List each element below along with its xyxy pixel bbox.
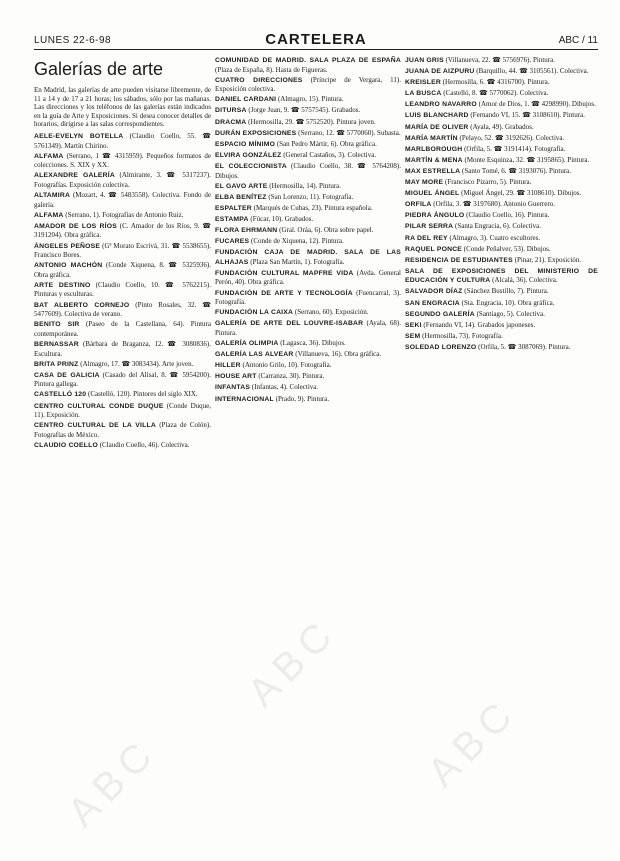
gallery-details: (C. Amador de los Ríos, 9. ☎ 3191204). Obra gráfica. — [34, 221, 211, 240]
gallery-entry — [405, 189, 598, 199]
gallery-details: (Claudio Coello, 38. ☎ 5764208). Dibujos. — [215, 161, 401, 180]
gallery-entry — [34, 340, 211, 358]
gallery-details: (Plaza de España, 8). Hasta de Figueras. — [215, 65, 328, 74]
gallery-name: GALERÍA LAS ALVEAR — [215, 351, 294, 359]
gallery-details: (Serrano, 12. ☎ 5770060). Subasta. — [298, 128, 401, 137]
gallery-name: RESIDENCIA DE ESTUDIANTES — [405, 256, 513, 264]
gallery-entry — [405, 56, 598, 66]
gallery-entry — [215, 289, 401, 307]
gallery-entry — [405, 267, 598, 286]
gallery-details: (Sta. Engracia, 10). Obra gráfica. — [461, 298, 555, 307]
gallery-name: ESPACIO MÍNIMO — [215, 140, 276, 148]
gallery-details: (Hermosilla, 6. ☎ 4316700). Pintura. — [442, 78, 550, 87]
gallery-details: (Bárbara de Braganza, 12. ☎ 3080836). Escultura. — [34, 339, 211, 358]
gallery-entry — [405, 178, 598, 188]
gallery-name: ELBA BENÍTEZ — [215, 193, 267, 201]
gallery-details: (Alcalá, 36). Colectiva. — [492, 276, 558, 285]
publication-page: ABC / 11 — [558, 35, 598, 46]
gallery-name: MARLBOROUGH — [405, 145, 463, 153]
issue-date: LUNES 22-6-98 — [34, 35, 112, 46]
gallery-details: (Villanueva, 22. ☎ 5756976). Pintura. — [445, 56, 555, 64]
gallery-details: (Serrano, 1). Fotografías de Antonio Ruiz. — [65, 210, 184, 219]
gallery-name: SEKI — [405, 321, 422, 329]
gallery-list — [405, 56, 598, 353]
gallery-details: (Plaza de Colón). Fotografías de México. — [34, 421, 211, 439]
gallery-name: SAN ENGRACIA — [405, 299, 460, 307]
gallery-entry — [405, 234, 598, 244]
gallery-entry — [215, 308, 401, 318]
gallery-name: ALFAMA — [34, 211, 64, 219]
gallery-details: (Príncipe de Vergara, 11). Exposición colectiva. — [215, 75, 401, 94]
gallery-details: (San Pedro Mártir, 6). Obra gráfica. — [276, 139, 377, 148]
gallery-details: (Santiago, 5). Colectiva. — [476, 309, 545, 318]
gallery-name: BERNASSAR — [34, 340, 79, 348]
gallery-entry — [215, 182, 401, 192]
gallery-details: (Plaza San Martín, 1). Fotografía. — [250, 257, 345, 266]
gallery-entry — [34, 211, 211, 221]
gallery-details: (Lagasca, 36). Dibujos. — [280, 339, 346, 348]
gallery-name: DITURSA — [215, 107, 247, 115]
gallery-entry — [34, 402, 211, 420]
gallery-details: (Mozart, 4. ☎ 5483558). Colectiva. Fondo de galería. — [34, 191, 211, 209]
gallery-entry — [34, 421, 211, 439]
gallery-details: (Almirante, 3. ☎ 5317237). Fotografías. Exposición colectiva. — [34, 171, 211, 189]
gallery-name: CASTELLÓ 120 — [34, 391, 87, 399]
gallery-details: (Orfila, 5. ☎ 3087069). Pintura. — [478, 342, 571, 351]
gallery-details: (Conde Peñalver, 53). Dibujos. — [463, 244, 551, 253]
gallery-details: (Almagro, 15). Pintura. — [277, 95, 344, 104]
gallery-name: AELE-EVELYN BOTELLA — [34, 132, 124, 140]
gallery-details: (Sánchez Bustillo, 7). Pintura. — [464, 287, 549, 296]
gallery-list — [34, 132, 211, 451]
column-2 — [215, 56, 401, 846]
gallery-entry — [405, 123, 598, 133]
gallery-list — [215, 56, 401, 404]
gallery-entry — [215, 372, 401, 382]
gallery-name: KREISLER — [405, 79, 441, 87]
page-title: Galerías de arte — [34, 59, 164, 79]
gallery-entry — [215, 269, 401, 287]
gallery-name: SALA DE EXPOSICIONES DEL MINISTERIO DE EDUCACIÓN Y CULTURA — [405, 267, 598, 285]
gallery-name: CENTRO CULTURAL CONDE DUQUE — [34, 402, 164, 410]
gallery-name: COMUNIDAD DE MADRID. SALA PLAZA DE ESPAÑA — [215, 57, 401, 64]
gallery-details: (Pelayo, 52. ☎ 3192626). Colectiva. — [459, 133, 565, 142]
gallery-name: CENTRO CULTURAL DE LA VILLA — [34, 422, 156, 430]
gallery-details: (Claudio Coello, 55. ☎ 5761349). Martín Chirino. — [34, 131, 211, 150]
gallery-name: INFANTAS — [215, 384, 251, 392]
gallery-details: (Claudio Coello, 10. ☎ 5762215). Pinturas y esculturas. — [34, 280, 211, 299]
gallery-name: LUIS BLANCHARD — [405, 112, 469, 120]
gallery-details: (Conde Duque, 11). Exposición. — [34, 401, 211, 420]
gallery-entry — [405, 343, 598, 353]
gallery-name: MARÍA DE OLIVER — [405, 123, 469, 131]
gallery-entry — [215, 193, 401, 203]
gallery-entry — [34, 242, 211, 260]
gallery-entry — [405, 332, 598, 342]
gallery-entry — [34, 301, 211, 319]
gallery-entry — [34, 261, 211, 279]
gallery-name: HOUSE ART — [215, 373, 257, 381]
gallery-details: (Marqués de Cubas, 23). Pintura española. — [253, 203, 373, 212]
gallery-name: DRACMA — [215, 118, 247, 126]
gallery-entry — [215, 248, 401, 267]
gallery-details: (Claudio Coello, 46). Colectiva. — [99, 440, 190, 449]
gallery-entry — [34, 441, 211, 451]
gallery-details: (Paseo de la Castellana, 64). Pintura contemporánea. — [34, 320, 211, 338]
gallery-entry — [215, 361, 401, 371]
gallery-name: SEM — [405, 332, 421, 340]
gallery-entry — [215, 215, 401, 225]
gallery-details: (Conde Xiquena, 8. ☎ 5325936). Obra gráfica. — [34, 261, 211, 279]
gallery-entry — [405, 89, 598, 99]
gallery-entry — [405, 156, 598, 166]
gallery-details: (Jorge Juan, 9. ☎ 5757545). Grabados. — [248, 106, 361, 115]
gallery-entry — [215, 237, 401, 247]
gallery-name: ÁNGELES PEÑOSE — [34, 242, 101, 250]
column-1 — [34, 56, 211, 846]
gallery-entry — [405, 299, 598, 309]
gallery-name: FUNDACIÓN LA CAIXA — [215, 309, 294, 317]
gallery-entry — [405, 222, 598, 232]
column-3 — [405, 56, 598, 846]
gallery-entry — [405, 67, 598, 77]
gallery-entry — [405, 111, 598, 121]
gallery-name: BENITO SIR — [34, 321, 80, 329]
gallery-entry — [405, 287, 598, 297]
gallery-details: (Casado del Alisal, 8. ☎ 5954200). Pintura gallega. — [34, 370, 211, 389]
gallery-details: (Santo Tomé, 6. ☎ 3193076). Pintura. — [462, 166, 572, 175]
gallery-name: ELVIRA GONZÁLEZ — [215, 151, 282, 159]
gallery-details: (Gral. Oráa, 6). Obra sobre papel. — [279, 226, 374, 234]
gallery-name: ORFILA — [405, 201, 432, 209]
gallery-entry — [215, 162, 401, 180]
gallery-entry — [405, 200, 598, 210]
watermark: ABC — [239, 609, 346, 716]
gallery-entry — [405, 134, 598, 144]
gallery-name: HILLER — [215, 362, 241, 370]
gallery-entry — [215, 383, 401, 393]
gallery-name: BAT ALBERTO CORNEJO — [34, 301, 130, 309]
gallery-name: FUNDACIÓN CULTURAL MAPFRE VIDA — [215, 269, 354, 277]
gallery-entry — [215, 319, 401, 337]
gallery-details: (Pinar, 21). Exposición. — [514, 255, 582, 264]
gallery-entry — [405, 145, 598, 155]
gallery-name: JUANA DE AIZPURU — [405, 68, 475, 76]
gallery-details: (Orfila, 5. ☎ 3191414). Fotografía. — [464, 144, 566, 153]
page-header — [34, 30, 598, 50]
gallery-details: (Hermosilla, 14). Pintura. — [269, 181, 342, 190]
gallery-details: (Avda. General Perón, 40). Obra gráfica. — [215, 268, 401, 287]
gallery-name: CASA DE GALICIA — [34, 371, 100, 379]
gallery-details: (Miguel Ángel, 29. ☎ 3108610). Dibujos. — [461, 189, 582, 198]
gallery-name: JUAN GRIS — [405, 57, 444, 64]
gallery-details: (Prado, 9). Pintura. — [275, 394, 330, 403]
gallery-details: (Fuencarral, 3). Fotografía. — [215, 288, 401, 307]
gallery-name: MIGUEL ÁNGEL — [405, 190, 460, 198]
gallery-entry — [405, 310, 598, 320]
gallery-details: (Castelló, 120). Pintores del siglo XIX. — [88, 390, 198, 399]
gallery-details: (Fernando VI, 14). Grabados japoneses. — [423, 320, 536, 329]
gallery-entry — [34, 171, 211, 189]
gallery-name: LA BUSCA — [405, 90, 442, 98]
gallery-details: (Fúcar, 10). Grabados. — [250, 214, 314, 223]
gallery-details: (Serrano, 60). Exposición. — [294, 308, 369, 317]
gallery-name: FLORA EHRMANN — [215, 227, 278, 234]
gallery-details: (Ayala, 49). Grabados. — [470, 122, 534, 131]
gallery-details: (Gª Morato Escrivá, 31. ☎ 5538655). Francisco Bores. — [34, 241, 211, 260]
gallery-details: (San Lorenzo, 11). Fotografía. — [268, 192, 354, 201]
gallery-name: ALEXANDRE GALERÍA — [34, 172, 115, 180]
gallery-details: (Almagro, 3). Cuatro escultores. — [449, 233, 541, 242]
gallery-name: FUNDACIÓN CAJA DE MADRID. SALA DE LAS ALHAJAS — [215, 249, 401, 266]
gallery-name: EL GAVO ARTE — [215, 182, 268, 190]
gallery-entry — [215, 226, 401, 236]
gallery-entry — [215, 56, 401, 74]
watermark: ABC — [419, 689, 526, 796]
gallery-details: (Santa Engracia, 6). Colectiva. — [455, 222, 541, 231]
section-title: CARTELERA — [265, 31, 367, 48]
gallery-name: INTERNACIONAL — [215, 395, 274, 403]
gallery-name: RA DEL REY — [405, 234, 448, 242]
gallery-entry — [215, 76, 401, 94]
gallery-entry — [34, 390, 211, 400]
gallery-name: DURÁN EXPOSICIONES — [215, 129, 297, 137]
gallery-entry — [405, 167, 598, 177]
gallery-entry — [215, 339, 401, 349]
gallery-entry — [34, 191, 211, 209]
gallery-details: (Infantas, 4). Colectiva. — [251, 383, 319, 392]
gallery-entry — [34, 222, 211, 240]
gallery-name: PIEDRA ÁNGULO — [405, 212, 465, 220]
gallery-details: (Amor de Dios, 1. ☎ 4298990). Dibujos. — [478, 100, 596, 109]
gallery-entry — [405, 321, 598, 331]
gallery-name: DANIEL CARDANI — [215, 96, 277, 104]
gallery-details: (Pinto Rosales, 32. ☎ 5477609). Colectiva de verano. — [34, 300, 211, 319]
gallery-details: (Claudio Coello, 16). Pintura. — [466, 211, 550, 220]
gallery-name: GALERÍA DE ARTE DEL LOUVRE-ISABAR — [215, 320, 364, 328]
gallery-details: (Orfila, 3. ☎ 3197680). Antonio Guerrero. — [433, 200, 555, 209]
gallery-details: (Fernando VI, 15. ☎ 3108610). Pintura. — [470, 111, 585, 120]
gallery-entry — [34, 132, 211, 150]
gallery-name: ESPALTER — [215, 204, 252, 212]
gallery-name: PILAR SERRA — [405, 223, 454, 231]
gallery-entry — [215, 140, 401, 150]
gallery-entry — [405, 211, 598, 221]
gallery-name: LEANDRO NAVARRO — [405, 101, 477, 109]
gallery-entry — [215, 204, 401, 214]
gallery-name: ALFAMA — [34, 152, 64, 160]
gallery-name: GALERÍA OLIMPIA — [215, 340, 279, 348]
gallery-name: SEGUNDO GALERÍA — [405, 310, 475, 318]
watermark: ABC — [59, 729, 166, 836]
gallery-entry — [34, 360, 211, 370]
gallery-details: (Hermosilla, 29. ☎ 5752520). Pintura joven. — [248, 117, 376, 126]
intro-paragraph: En Madrid, las galerías de arte pueden visitarse libremente, de 11 a 14 y de 17 a 21 horas; los sábados, sólo por las mañanas. Las direcciones y los teléfonos de las galerías están indicados en la guía de Arte y Exposiciones. Si desea conocer detalles de horarios, dirigirse a las salas correspondientes. — [34, 86, 211, 129]
gallery-entry — [405, 78, 598, 88]
gallery-name: AMADOR DE LOS RÍOS — [34, 222, 117, 230]
gallery-entry — [405, 100, 598, 110]
gallery-entry — [215, 395, 401, 405]
gallery-name: MAX ESTRELLA — [405, 167, 461, 175]
gallery-name: FUCARES — [215, 238, 250, 246]
gallery-details: (Barquillo, 44. ☎ 3105561). Colectiva. — [476, 67, 589, 76]
gallery-name: RAQUEL PONCE — [405, 245, 463, 253]
gallery-entry — [405, 256, 598, 266]
gallery-entry — [34, 371, 211, 389]
gallery-name: MARÍA MARTÍN — [405, 134, 458, 142]
gallery-details: (Villanueva, 16). Obra gráfica. — [295, 350, 382, 359]
gallery-details: (General Castaños, 3). Colectiva. — [283, 150, 377, 159]
gallery-name: ARTE DESTINO — [34, 281, 91, 289]
gallery-entry — [215, 118, 401, 128]
gallery-name: SOLEDAD LORENZO — [405, 343, 477, 351]
gallery-details: (Ayala, 68). Pintura. — [215, 319, 401, 337]
gallery-details: (Antonio Grilo, 10). Fotografía. — [242, 361, 332, 370]
gallery-entry — [215, 151, 401, 161]
gallery-entry — [215, 350, 401, 360]
gallery-details: (Monte Esquinza, 32. ☎ 3195865). Pintura. — [464, 155, 590, 164]
gallery-name: ALTAMIRA — [34, 192, 71, 200]
gallery-entry — [34, 281, 211, 299]
gallery-details: (Serrano, 1 ☎ 4315959). Pequeños formatos de colecciones. S. XIX y XX. — [34, 151, 211, 170]
gallery-name: SALVADOR DÍAZ — [405, 288, 463, 296]
gallery-entry — [215, 129, 401, 139]
gallery-entry — [34, 320, 211, 338]
gallery-name: FUNDACIÓN DE ARTE Y TECNOLOGÍA — [215, 289, 353, 297]
gallery-details: (Hermosilla, 73). Fotografía. — [422, 331, 503, 340]
gallery-entry — [405, 245, 598, 255]
gallery-name: BRITA PRINZ — [34, 360, 79, 368]
gallery-details: (Conde de Xiquena, 12). Pintura. — [251, 237, 344, 246]
gallery-entry — [215, 95, 401, 105]
gallery-entry — [215, 106, 401, 116]
gallery-name: ANTONIO MACHÓN — [34, 262, 103, 270]
gallery-entry — [34, 152, 211, 170]
gallery-name: ESTAMPA — [215, 215, 249, 223]
gallery-name: CUATRO DIRECCIONES — [215, 76, 303, 84]
gallery-name: CLAUDIO COELLO — [34, 441, 98, 449]
gallery-name: MARTÍN & MENA — [405, 156, 463, 164]
gallery-details: (Francisco Pizarro, 5). Pintura. — [445, 178, 532, 187]
gallery-details: (Almagro, 17. ☎ 3083434). Arte joven. — [80, 359, 194, 368]
gallery-details: (Carranza, 30). Pintura. — [258, 372, 325, 381]
gallery-details: (Castelló, 8. ☎ 5770062). Colectiva. — [443, 89, 549, 98]
gallery-name: EL COLECCIONISTA — [215, 162, 287, 170]
gallery-name: MAY MORE — [405, 179, 444, 187]
